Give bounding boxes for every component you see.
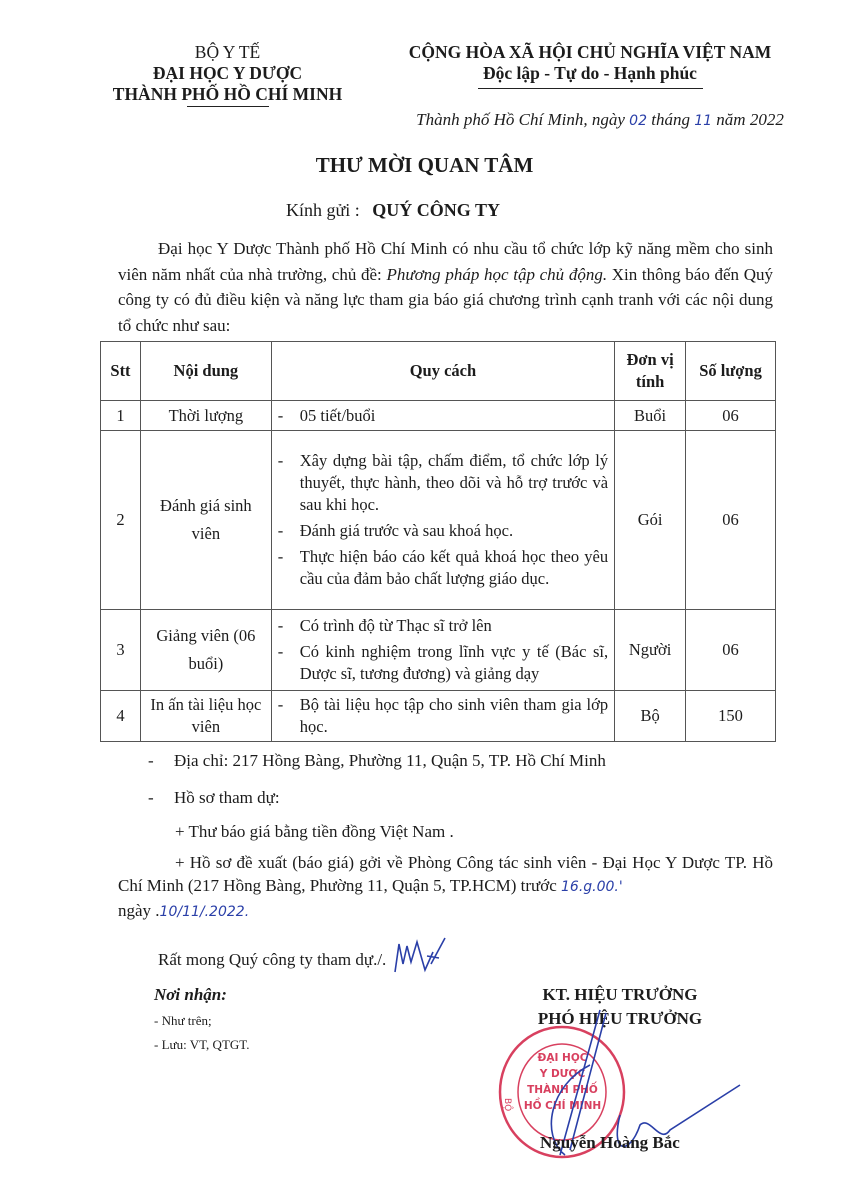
intro-topic: Phương pháp học tập chủ động. [386, 264, 608, 284]
date-line [395, 110, 805, 130]
header-content: Nội dung [140, 342, 271, 401]
table-row [101, 691, 776, 742]
cell-specs: - Xây dựng bài tập, chấm điểm, tổ chức lớp lý thuyết, thực hành, theo dõi và hỗ trợ trước và sau khi học. - Đánh giá trước và sau khoá học. - Thực hiện báo cáo kết quả khoá học theo yêu cầu của đảm bảo chất lượng giáo dục. [271, 431, 614, 610]
date-day-handwritten: 02 [629, 113, 647, 129]
header-quantity: Số lượng [686, 342, 776, 401]
cell-unit: Người [615, 610, 686, 691]
header-stt: Stt [101, 342, 141, 401]
cell-specs: - Bộ tài liệu học tập cho sinh viên tham gia lớp học. [271, 691, 614, 742]
stamp-line: THÀNH PHỐ [527, 1084, 598, 1096]
salutation-label: Kính gửi : [286, 200, 360, 220]
cell-stt: 3 [101, 610, 141, 691]
address-line: - Địa chỉ: 217 Hồng Bàng, Phường 11, Quận 5, TP. Hồ Chí Minh [148, 751, 606, 770]
header-unit: Đơn vị tính [615, 342, 686, 401]
stamp-line: Y DƯỢC [539, 1068, 586, 1080]
date-prefix: Thành phố Hồ Chí Minh, ngày [416, 110, 625, 129]
cell-content: In ấn tài liệu học viên [140, 691, 271, 742]
stamp-line: ĐẠI HỌC [537, 1052, 588, 1064]
ministry-name: BỘ Y TẾ [194, 42, 261, 62]
national-title: CỘNG HÒA XÃ HỘI CHỦ NGHĨA VIỆT NAM [408, 42, 772, 62]
documents-line: - Hồ sơ tham dự: [148, 788, 280, 807]
address-text: Địa chỉ: 217 Hồng Bàng, Phường 11, Quận 5, TP. Hồ Chí Minh [174, 751, 606, 770]
spec-item: Thực hiện báo cáo kết quả khoá học theo yêu cầu của đảm bảo chất lượng giáo dục. [299, 547, 609, 588]
salutation-recipient: QUÝ CÔNG TY [372, 200, 500, 220]
org-name-line1: ĐẠI HỌC Y DƯỢC [152, 63, 303, 83]
closing-line [158, 934, 461, 979]
spec-item: Có kinh nghiệm trong lĩnh vực y tế (Bác sĩ, Dược sĩ, tương đương) và giảng dạy [299, 642, 609, 683]
org-name-line2: THÀNH PHỐ HỒ CHÍ MINH [112, 84, 343, 104]
cell-specs: - Có trình độ từ Thạc sĩ trở lên - Có kinh nghiệm trong lĩnh vực y tế (Bác sĩ, Dược sĩ, tương đương) và giảng dạy [271, 610, 614, 691]
document-title: THƯ MỜI QUAN TÂM [315, 153, 534, 177]
initial-signature-icon [391, 934, 461, 979]
recipients-heading: Nơi nhận: [154, 985, 227, 1004]
cell-unit: Gói [615, 431, 686, 610]
documents-label: Hồ sơ tham dự: [174, 788, 280, 807]
cell-quantity: 06 [686, 431, 776, 610]
national-motto: Độc lập - Tự do - Hạnh phúc [483, 63, 697, 83]
header-left-rule [187, 106, 269, 107]
cell-quantity: 06 [686, 610, 776, 691]
stamp-line: HỒ CHÍ MINH [523, 1100, 602, 1112]
cell-content: Thời lượng [140, 401, 271, 431]
stamp-side-text: BỘ [502, 1098, 512, 1112]
date-month-label: tháng [651, 110, 690, 129]
sub-item-2-text: + Hồ sơ đề xuất (báo giá) gởi về Phòng Công tác sinh viên - Đại Học Y Dược TP. Hồ Chí Minh (217 Hồng Bàng, Phường 11, Quận 5, TP.HCM) trước [118, 853, 773, 895]
spec-item: Đánh giá trước và sau khoá học. [299, 521, 514, 540]
salutation [286, 200, 500, 221]
header-specs: Quy cách [271, 342, 614, 401]
cell-specs: - 05 tiết/buổi [271, 401, 614, 431]
cell-unit: Buổi [615, 401, 686, 431]
cell-quantity: 150 [686, 691, 776, 742]
table-row [101, 610, 776, 691]
intro-text-1: Đại học Y Dược Thành phố Hồ Chí Minh có nhu cầu tổ chức lớp kỹ năng mềm cho sinh viên năm nhất của nhà trường, chủ đề: [118, 239, 773, 284]
spec-item: 05 tiết/buổi [299, 405, 376, 425]
deadline-date-handwritten: 10/11/.2022. [159, 904, 250, 920]
cell-content: Giảng viên (06 buổi) [140, 610, 271, 691]
date-month-handwritten: 11 [694, 113, 713, 129]
cell-stt: 1 [101, 401, 141, 431]
table-header-row [101, 342, 776, 401]
issuing-organization [95, 42, 360, 107]
signature-title-1: KT. HIỆU TRƯỞNG [542, 985, 698, 1004]
closing-text: Rất mong Quý công ty tham dự./. [158, 950, 387, 969]
recipients-block [154, 985, 250, 1057]
documents-sub-item-2 [118, 851, 773, 924]
recipient-item: - Như trên; [154, 1013, 212, 1028]
documents-sub-item-1: + Thư báo giá bằng tiền đồng Việt Nam . [175, 822, 454, 841]
cell-quantity: 06 [686, 401, 776, 431]
requirements-table [100, 341, 776, 742]
cell-unit: Bộ [615, 691, 686, 742]
table-row [101, 401, 776, 431]
deadline-time-handwritten: 16.g.00.' [561, 879, 623, 895]
spec-item: Bộ tài liệu học tập cho sinh viên tham gia lớp học. [299, 695, 609, 736]
signature-title-2: PHÓ HIỆU TRƯỞNG [537, 1009, 703, 1028]
intro-paragraph [118, 236, 773, 338]
cell-stt: 4 [101, 691, 141, 742]
cell-content: Đánh giá sinh viên [140, 431, 271, 610]
signer-name: Nguyễn Hoàng Bắc [540, 1133, 680, 1152]
national-header [375, 42, 805, 89]
deadline-day-label: ngày . [118, 901, 160, 920]
date-year: năm 2022 [716, 110, 784, 129]
spec-item: Có trình độ từ Thạc sĩ trở lên [299, 616, 492, 635]
cell-stt: 2 [101, 431, 141, 610]
spec-item: Xây dựng bài tập, chấm điểm, tổ chức lớp lý thuyết, thực hành, theo dõi và hỗ trợ trước và sau khi học. [299, 451, 609, 514]
recipient-item: - Lưu: VT, QTGT. [154, 1037, 250, 1052]
intro-text-2: Xin thông báo đến Quý công ty có đủ điều kiện và năng lực tham gia báo giá chương trình cạnh tranh với các nội dung tổ chức như sau: [118, 264, 774, 335]
header-right-rule [478, 88, 703, 89]
table-row [101, 431, 776, 610]
